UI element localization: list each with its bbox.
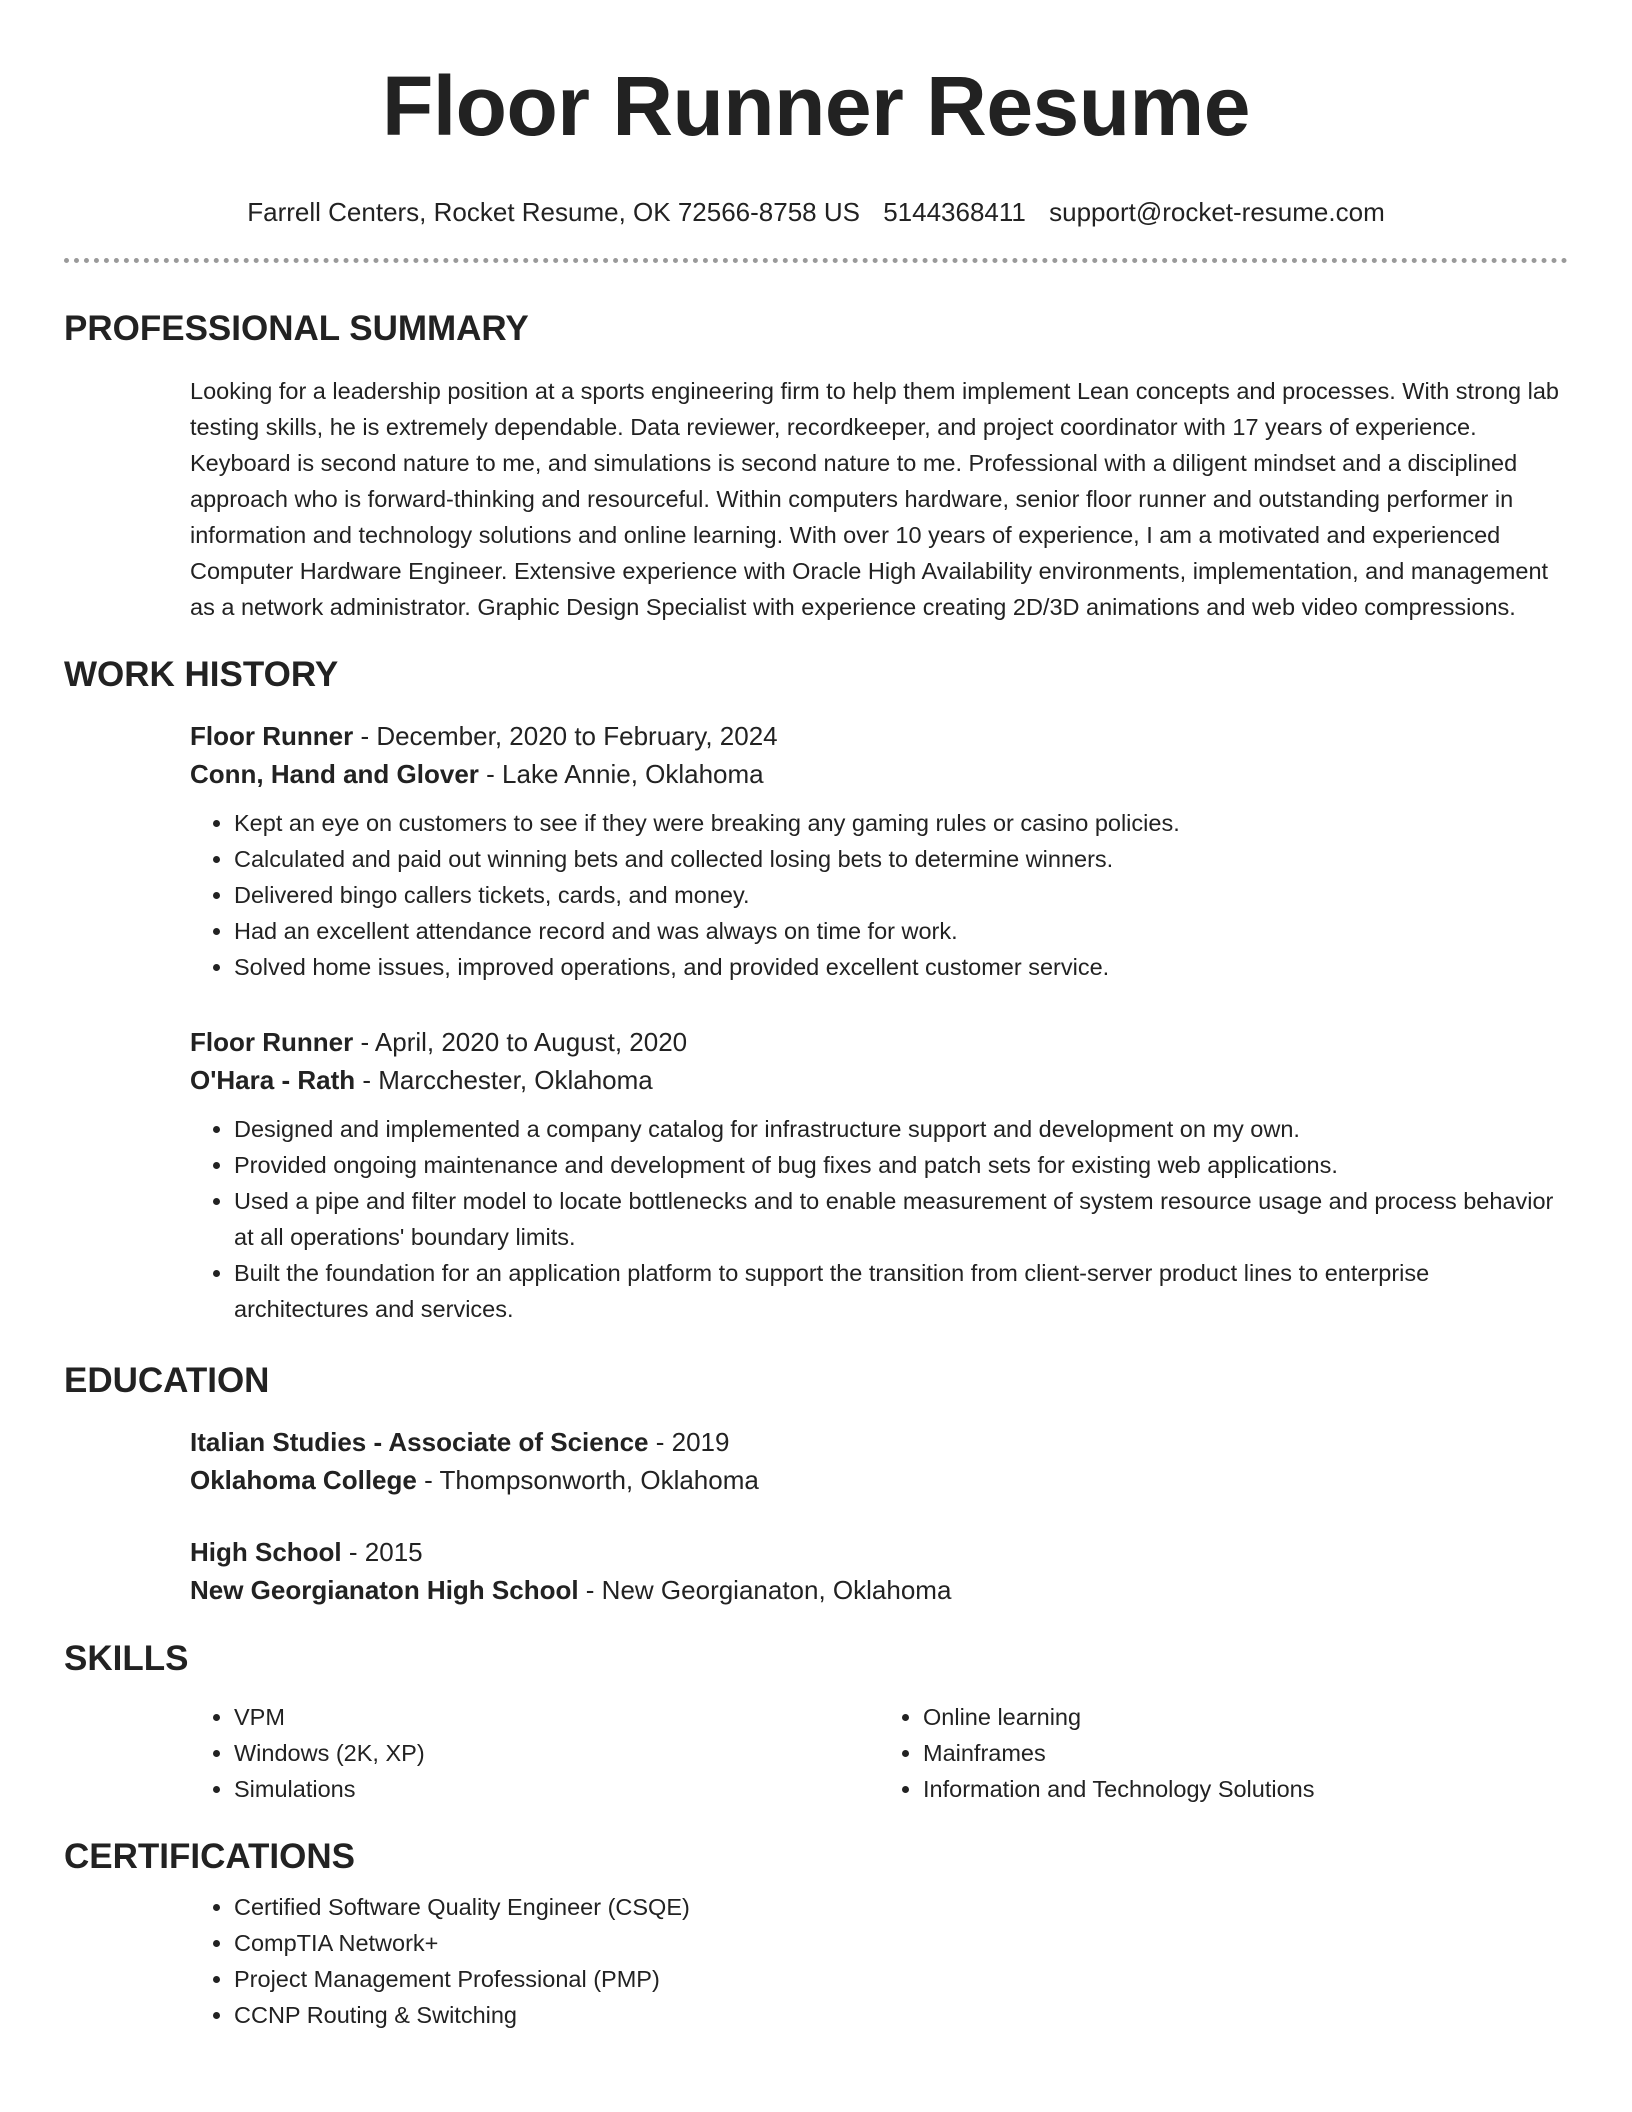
list-item: • Windows (2K, XP): [234, 1735, 879, 1771]
education-entry: [190, 1423, 1568, 1499]
contact-line: [64, 196, 1568, 228]
skills-list-left: [190, 1699, 879, 1807]
school-location: - New Georgianaton, Oklahoma: [578, 1575, 952, 1605]
summary-section: [64, 309, 1568, 625]
education-section: [64, 1361, 1568, 1609]
list-item: • VPM: [234, 1699, 879, 1735]
list-item: • Designed and implemented a company catalog for infrastructure support and development on my own.: [234, 1111, 1568, 1147]
list-item: • Kept an eye on customers to see if they were breaking any gaming rules or casino policies.: [234, 805, 1568, 841]
job-entry: [190, 1023, 1568, 1327]
job-duties-list: [190, 805, 1568, 985]
education-entry: [190, 1533, 1568, 1609]
list-item: • Used a pipe and filter model to locate bottlenecks and to enable measurement of system resource usage and process behavior at all operations' boundary limits.: [234, 1183, 1568, 1255]
job-duties-list: [190, 1111, 1568, 1327]
job-title-line: [190, 1023, 1568, 1061]
resume-title: Floor Runner Resume: [382, 59, 1250, 153]
job-company: Conn, Hand and Glover: [190, 759, 479, 789]
list-item: • CCNP Routing & Switching: [234, 1997, 1568, 2033]
degree-line: [190, 1533, 1568, 1571]
education-heading: EDUCATION: [64, 1361, 270, 1400]
school-location: - Thompsonworth, Oklahoma: [416, 1465, 759, 1495]
degree: Italian Studies - Associate of Science: [190, 1427, 649, 1457]
list-item: • Simulations: [234, 1771, 879, 1807]
list-item: • Delivered bingo callers tickets, cards, and money.: [234, 877, 1568, 913]
list-item: • Solved home issues, improved operations, and provided excellent customer service.: [234, 949, 1568, 985]
job-location: - Lake Annie, Oklahoma: [478, 759, 764, 789]
list-item: • Built the foundation for an application platform to support the transition from client-server product lines to enterprise architectures and services.: [234, 1255, 1568, 1327]
list-item: • Had an excellent attendance record and was always on time for work.: [234, 913, 1568, 949]
list-item: • Certified Software Quality Engineer (CSQE): [234, 1889, 1568, 1925]
job-title: Floor Runner: [190, 1027, 354, 1057]
certifications-heading: CERTIFICATIONS: [64, 1837, 356, 1876]
summary-heading: PROFESSIONAL SUMMARY: [64, 309, 529, 348]
degree-year: - 2019: [648, 1427, 730, 1457]
job-entry: [190, 717, 1568, 985]
degree-year: - 2015: [341, 1537, 423, 1567]
job-company-line: [190, 755, 1568, 793]
job-company-line: [190, 1061, 1568, 1099]
list-item: • Project Management Professional (PMP): [234, 1961, 1568, 1997]
contact-phone: 5144368411: [883, 197, 1026, 227]
contact-address: Farrell Centers, Rocket Resume, OK 72566-8758 US: [247, 197, 860, 227]
header-divider: [64, 258, 1568, 263]
list-item: • Information and Technology Solutions: [923, 1771, 1568, 1807]
contact-email: support@rocket-resume.com: [1049, 197, 1385, 227]
certifications-list: [190, 1889, 1568, 2033]
school-line: [190, 1461, 1568, 1499]
skills-grid: [190, 1699, 1568, 1807]
degree-line: [190, 1423, 1568, 1461]
job-dates: - December, 2020 to February, 2024: [353, 721, 778, 751]
skills-list-right: [879, 1699, 1568, 1807]
work-history-heading: WORK HISTORY: [64, 655, 339, 694]
job-title: Floor Runner: [190, 721, 354, 751]
job-dates: - April, 2020 to August, 2020: [353, 1027, 688, 1057]
list-item: • Online learning: [923, 1699, 1568, 1735]
list-item: • Provided ongoing maintenance and development of bug fixes and patch sets for existing web applications.: [234, 1147, 1568, 1183]
job-company: O'Hara - Rath: [190, 1065, 356, 1095]
skills-heading: SKILLS: [64, 1639, 189, 1678]
school-line: [190, 1571, 1568, 1609]
list-item: • Calculated and paid out winning bets and collected losing bets to determine winners.: [234, 841, 1568, 877]
job-location: - Marcchester, Oklahoma: [355, 1065, 653, 1095]
school-name: New Georgianaton High School: [190, 1575, 579, 1605]
school-name: Oklahoma College: [190, 1465, 417, 1495]
job-title-line: [190, 717, 1568, 755]
summary-text: Looking for a leadership position at a sports engineering firm to help them implement Lean concepts and processes. With strong lab testing skills, he is extremely dependable. Data reviewer, recordkeeper, and project coordinator with 17 years of experience. Keyboard is second nature to me, and simulations is second nature to me. Professional with a diligent mindset and a disciplined approach who is forward-thinking and resourceful. Within computers hardware, senior floor runner and outstanding performer in information and technology solutions and online learning. With over 10 years of experience, I am a motivated and experienced Computer Hardware Engineer. Extensive experience with Oracle High Availability environments, implementation, and management as a network administrator. Graphic Design Specialist with experience creating 2D/3D animations and web video compressions.: [190, 378, 1559, 620]
work-history-section: [64, 655, 1568, 1327]
skills-section: [64, 1639, 1568, 1807]
list-item: • CompTIA Network+: [234, 1925, 1568, 1961]
certifications-section: [64, 1837, 1568, 2033]
degree: High School: [190, 1537, 342, 1567]
list-item: • Mainframes: [923, 1735, 1568, 1771]
